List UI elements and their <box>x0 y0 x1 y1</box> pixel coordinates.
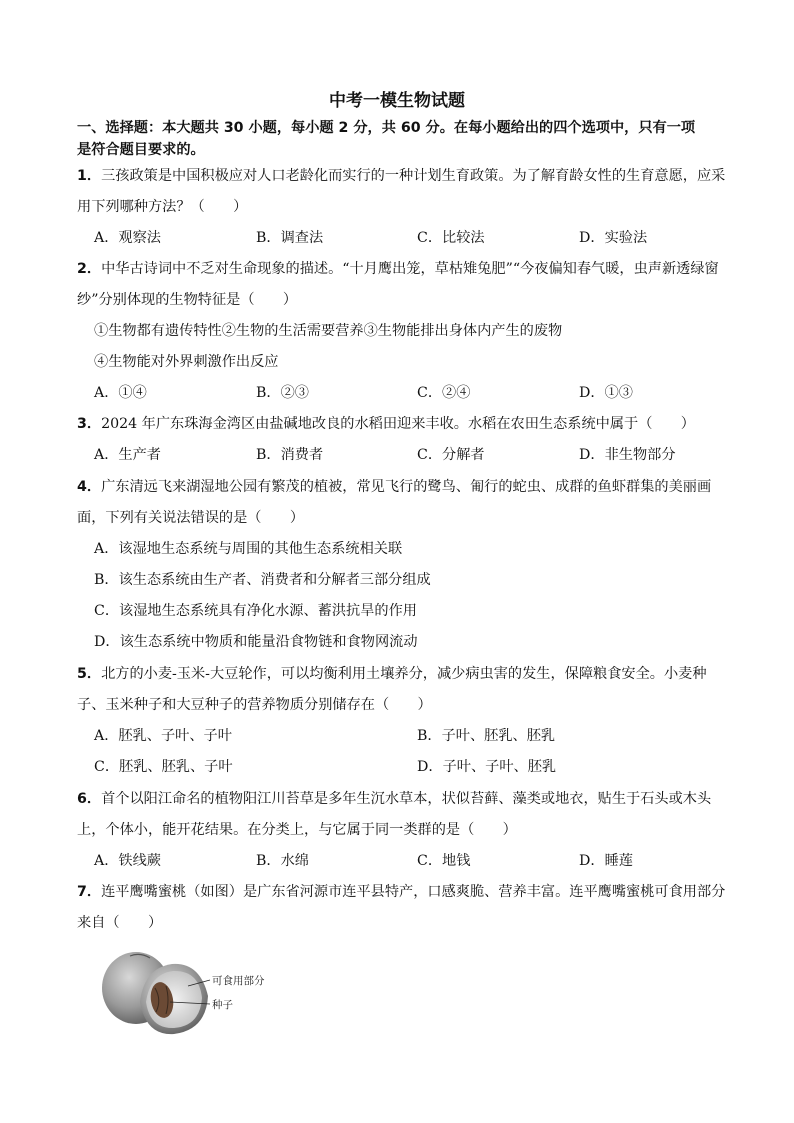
question-4-line2: 面，下列有关说法错误的是（ ） <box>77 510 305 526</box>
option-d: D．①③ <box>579 385 633 401</box>
option-a: A．观察法 <box>94 230 161 246</box>
option-c: C．胚乳、胚乳、子叶 <box>94 759 233 775</box>
option-b: B．调查法 <box>256 230 324 246</box>
option-a: A．铁线蕨 <box>94 853 161 869</box>
option-b: B．②③ <box>256 385 309 401</box>
section-heading-line2: 是符合题目要求的。 <box>77 142 205 158</box>
question-number: 4． <box>77 479 102 495</box>
edible-part-label: 可食用部分 <box>212 975 265 987</box>
question-2-statement-2: ④生物能对外界刺激作出反应 <box>94 354 279 370</box>
question-1-line2: 用下列哪种方法？（ ） <box>77 199 248 215</box>
question-3 <box>77 415 757 433</box>
option-b: B．该生态系统由生产者、消费者和分解者三部分组成 <box>94 572 431 588</box>
option-c: C．②④ <box>417 385 471 401</box>
question-2-line2: 纱”分别体现的生物特征是（ ） <box>77 292 298 308</box>
question-6-line2: 上，个体小，能开花结果。在分类上，与它属于同一类群的是（ ） <box>77 822 517 838</box>
question-text: 首个以阳江命名的植物阳江川苔草是多年生沉水草本，状似苔藓、藻类或地衣，贴生于石头或木头 <box>101 791 712 807</box>
question-number: 1． <box>77 168 102 184</box>
question-number: 6． <box>77 791 102 807</box>
option-a: A．①④ <box>94 385 147 401</box>
option-b: B．水绵 <box>256 853 309 869</box>
option-d: D．子叶、子叶、胚乳 <box>417 759 557 775</box>
question-2 <box>77 260 757 278</box>
question-text: 北方的小麦-玉米-大豆轮作，可以均衡利用土壤养分，减少病虫害的发生，保障粮食安全。小麦种 <box>101 666 707 682</box>
option-b: B．消费者 <box>256 447 324 463</box>
question-1 <box>77 167 757 185</box>
option-c: C．地钱 <box>417 853 471 869</box>
question-5 <box>77 665 757 683</box>
question-number: 7． <box>77 884 102 900</box>
question-text: 广东清远飞来湖湿地公园有繁茂的植被，常见飞行的鹭鸟、匍行的蛇虫、成群的鱼虾群集的美丽画 <box>101 479 712 495</box>
question-5-line2: 子、玉米种子和大豆种子的营养物质分别储存在（ ） <box>77 697 432 713</box>
option-a: A．生产者 <box>94 447 161 463</box>
peach-figure <box>100 950 280 1045</box>
option-d: D．该生态系统中物质和能量沿食物链和食物网流动 <box>94 634 418 650</box>
option-d: D．实验法 <box>579 230 648 246</box>
question-text: 三孩政策是中国积极应对人口老龄化而实行的一种计划生育政策。为了解育龄女性的生育意愿，应采 <box>101 168 726 184</box>
question-6 <box>77 790 757 808</box>
option-d: D．睡莲 <box>579 853 633 869</box>
page-title: 中考一模生物试题 <box>329 91 465 111</box>
question-text: 连平鹰嘴蜜桃（如图）是广东省河源市连平县特产，口感爽脆、营养丰富。连平鹰嘴蜜桃可食用部分 <box>101 884 726 900</box>
question-number: 5． <box>77 666 102 682</box>
option-a: A．胚乳、子叶、子叶 <box>94 728 232 744</box>
option-c: C．分解者 <box>417 447 485 463</box>
option-a: A．该湿地生态系统与周围的其他生态系统相关联 <box>94 541 403 557</box>
question-number: 2． <box>77 261 102 277</box>
option-b: B．子叶、胚乳、胚乳 <box>417 728 556 744</box>
option-d: D．非生物部分 <box>579 447 676 463</box>
option-c: C．比较法 <box>417 230 485 246</box>
question-number: 3． <box>77 416 102 432</box>
question-7-line2: 来自（ ） <box>77 915 163 931</box>
option-c: C．该湿地生态系统具有净化水源、蓄洪抗旱的作用 <box>94 603 417 619</box>
question-7 <box>77 883 757 901</box>
question-text: 中华古诗词中不乏对生命现象的描述。“十月鹰出笼，草枯雉兔肥”“今夜偏知春气暖，虫声新透绿窗 <box>101 261 719 277</box>
section-heading-line1: 一、选择题：本大题共 30 小题，每小题 2 分，共 60 分。在每小题给出的四个选项中，只有一项 <box>77 120 696 136</box>
seed-label: 种子 <box>212 999 233 1011</box>
question-4 <box>77 478 757 496</box>
question-text: 2024 年广东珠海金湾区由盐碱地改良的水稻田迎来丰收。水稻在农田生态系统中属于（ ） <box>101 416 695 432</box>
question-2-statement-1: ①生物都有遗传特性②生物的生活需要营养③生物能排出身体内产生的废物 <box>94 323 563 339</box>
